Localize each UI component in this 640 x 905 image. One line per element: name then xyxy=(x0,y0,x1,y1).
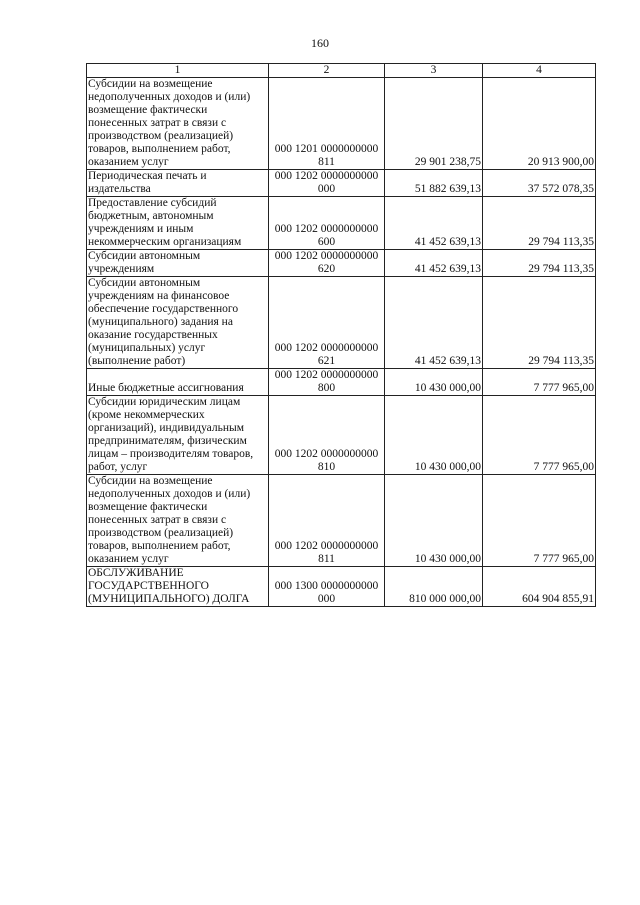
row-code-line1: 000 1300 0000000000 xyxy=(274,580,379,592)
row-name: Субсидии автономным учреждениям xyxy=(87,250,269,277)
column-header-1: 1 xyxy=(87,64,269,78)
row-code-line1: 000 1202 0000000000 xyxy=(274,170,379,182)
row-col3-amount: 29 901 238,75 xyxy=(385,78,483,170)
column-header-2: 2 xyxy=(269,64,385,78)
column-header-3: 3 xyxy=(385,64,483,78)
row-code-line2: 000 xyxy=(317,183,336,195)
table-row xyxy=(87,78,596,170)
row-col3-amount: 41 452 639,13 xyxy=(385,277,483,369)
row-col4-amount: 37 572 078,35 xyxy=(483,170,596,197)
row-code-line1: 000 1202 0000000000 xyxy=(274,250,379,262)
row-col3-amount: 10 430 000,00 xyxy=(385,475,483,567)
column-header-4: 4 xyxy=(483,64,596,78)
row-name: Предоставление субсидий бюджетным, автономным учреждениям и иным некоммерческим организациям xyxy=(87,197,269,250)
row-col4-amount: 7 777 965,00 xyxy=(483,475,596,567)
table-row xyxy=(87,250,596,277)
table-row xyxy=(87,369,596,396)
row-code-line1: 000 1202 0000000000 xyxy=(274,448,379,460)
budget-table xyxy=(86,63,596,607)
row-name: Субсидии юридическим лицам (кроме некоммерческих организаций), индивидуальным предпринимателям, физическим лицам – производителям товаров, работ, услуг xyxy=(87,396,269,475)
table-row xyxy=(87,567,596,607)
row-code xyxy=(269,250,385,277)
row-code xyxy=(269,369,385,396)
row-col4-amount: 604 904 855,91 xyxy=(483,567,596,607)
row-col3-amount: 10 430 000,00 xyxy=(385,369,483,396)
row-code-line1: 000 1202 0000000000 xyxy=(274,223,379,235)
row-code xyxy=(269,475,385,567)
row-code-line2: 811 xyxy=(318,553,335,565)
row-col4-amount: 7 777 965,00 xyxy=(483,396,596,475)
row-col4-amount: 29 794 113,35 xyxy=(483,277,596,369)
page-number: 160 xyxy=(311,36,329,50)
table-row xyxy=(87,170,596,197)
row-code xyxy=(269,396,385,475)
row-code xyxy=(269,170,385,197)
row-code-line1: 000 1202 0000000000 xyxy=(274,540,379,552)
table-row xyxy=(87,396,596,475)
row-code xyxy=(269,197,385,250)
header-row xyxy=(87,64,596,78)
row-code-line2: 621 xyxy=(317,355,336,367)
row-code xyxy=(269,78,385,170)
row-code xyxy=(269,277,385,369)
table-row xyxy=(87,277,596,369)
row-name: Иные бюджетные ассигнования xyxy=(87,369,269,396)
row-code-line1: 000 1202 0000000000 xyxy=(274,369,379,381)
row-name: Периодическая печать и издательства xyxy=(87,170,269,197)
row-col3-amount: 41 452 639,13 xyxy=(385,250,483,277)
row-code-line1: 000 1202 0000000000 xyxy=(274,342,379,354)
row-code-line2: 811 xyxy=(318,156,335,168)
row-col4-amount: 29 794 113,35 xyxy=(483,250,596,277)
row-code xyxy=(269,567,385,607)
row-name: Субсидии автономным учреждениям на финансовое обеспечение государственного (муниципального) задания на оказание государственных (муниципальных) услуг (выполнение работ) xyxy=(87,277,269,369)
row-name: ОБСЛУЖИВАНИЕ ГОСУДАРСТВЕННОГО (МУНИЦИПАЛЬНОГО) ДОЛГА xyxy=(87,567,269,607)
row-col4-amount: 29 794 113,35 xyxy=(483,197,596,250)
row-col4-amount: 7 777 965,00 xyxy=(483,369,596,396)
table-row xyxy=(87,475,596,567)
row-name: Субсидии на возмещение недополученных доходов и (или) возмещение фактически понесенных затрат в связи с производством (реализацией) товаров, выполнением работ, оказанием услуг xyxy=(87,475,269,567)
row-code-line2: 810 xyxy=(317,461,336,473)
row-col3-amount: 10 430 000,00 xyxy=(385,396,483,475)
table-row xyxy=(87,197,596,250)
row-code-line2: 600 xyxy=(317,236,336,248)
row-code-line2: 000 xyxy=(317,593,336,605)
row-name: Субсидии на возмещение недополученных доходов и (или) возмещение фактически понесенных затрат в связи с производством (реализацией) товаров, выполнением работ, оказанием услуг xyxy=(87,78,269,170)
row-col3-amount: 41 452 639,13 xyxy=(385,197,483,250)
row-code-line2: 800 xyxy=(317,382,336,394)
row-code-line1: 000 1201 0000000000 xyxy=(274,143,379,155)
row-col4-amount: 20 913 900,00 xyxy=(483,78,596,170)
row-col3-amount: 810 000 000,00 xyxy=(385,567,483,607)
row-code-line2: 620 xyxy=(317,263,336,275)
row-col3-amount: 51 882 639,13 xyxy=(385,170,483,197)
